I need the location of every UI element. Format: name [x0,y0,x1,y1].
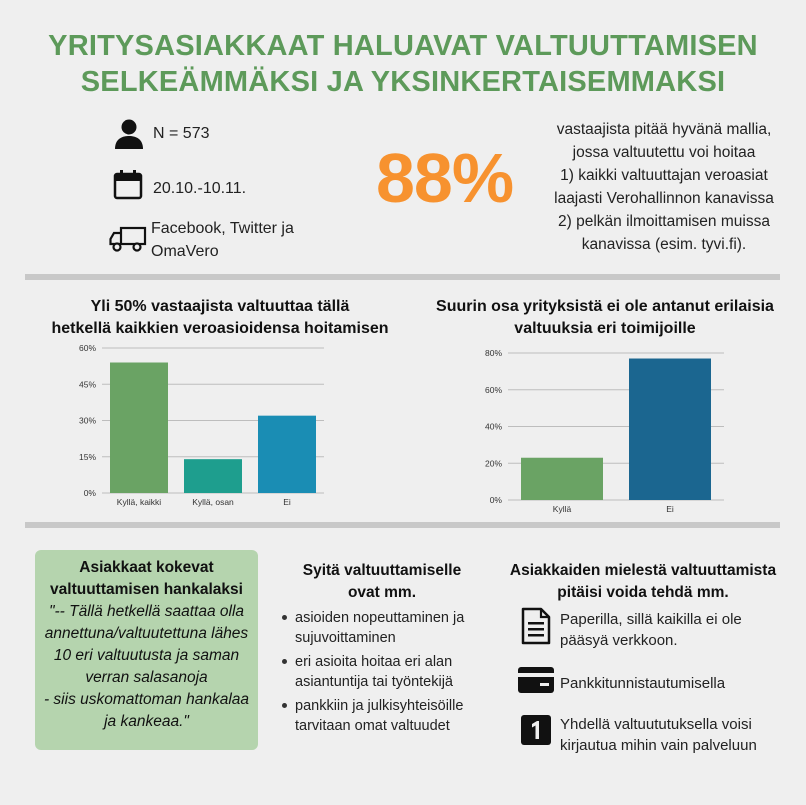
bullet-icon [282,659,287,664]
chart2-title [420,296,790,340]
survey-dates: 20.10.-10.11. [153,180,247,197]
quote-line: ja kankeaa." [104,713,189,730]
y-tick-label: 15% [78,451,96,462]
chart1-plot [70,340,330,515]
way-paper-line1: Paperilla, sillä kaikilla ei ole [560,611,742,628]
chart1-title-line2: hetkellä kaikkien veroasioidensa hoitamisen [51,320,389,337]
reasons-title [272,560,492,604]
quote-line: "-- Tällä hetkellä saattaa olla [48,603,245,620]
quote-text [35,601,258,733]
way-bank-line1: Pankkitunnistautumisella [560,675,726,692]
bar [629,359,711,500]
chart2-title-line1: Suurin osa yrityksistä ei ole antanut erilaisia [436,298,774,315]
section-divider-top [25,274,780,280]
y-tick-label: 60% [484,384,502,395]
highlight-line: vastaajista pitää hyvänä mallia, [556,121,772,138]
quote-line: annettuna/valtuutettuna lähes [44,625,249,642]
ways-title-line2: pitäisi voida tehdä mm. [557,584,729,601]
way-item-bank [560,673,725,694]
quote-line: 10 eri valtuutusta ja saman [53,647,240,664]
page-title-line2: SELKEÄMMÄKSI JA YKSINKERTAISEMMAKSI [80,66,726,98]
list-item [282,608,482,648]
y-tick-label: 0% [83,488,96,498]
way-login-line1: Yhdellä valtuututuksella voisi [560,716,752,733]
highlight-line: 2) pelkän ilmoittamisen muissa [558,213,770,230]
reasons-title-line1: Syitä valtuuttamiselle [302,562,462,579]
y-tick-label: 60% [78,343,96,353]
y-tick-label: 20% [484,458,502,469]
highlight-line: jossa valtuutettu voi hoitaa [572,144,756,161]
reason-text: pankkiin ja julkisyhteisöille tarvitaan omat valtuudet [295,698,464,734]
y-tick-label: 45% [78,379,96,390]
bar [521,458,603,500]
quote-title-line2: valtuuttamisen hankalaksi [50,581,243,598]
bullet-icon [282,615,287,620]
person-icon [114,118,148,152]
highlight-line: kanavissa (esim. tyvi.fi). [581,236,747,253]
y-tick-label: 80% [484,348,502,358]
highlight-description [530,118,798,256]
highlight-line: 1) kaikki valtuuttajan veroasiat [560,167,768,184]
section-divider-bottom [25,522,780,528]
bar [110,363,168,494]
bar [258,416,316,493]
highlight-line: laajasti Verohallinnon kanavissa [554,190,774,207]
list-item [282,696,482,736]
list-item [282,652,482,692]
x-tick-label: Ei [666,504,674,514]
channels-line2: OmaVero [151,243,219,260]
number-one-icon [521,715,551,750]
way-item-single-login [560,714,757,756]
bullet-icon [282,703,287,708]
reasons-list [282,608,482,740]
delivery-truck-icon [109,225,147,255]
x-tick-label: Kyllä [552,504,572,514]
way-paper-line2: pääsyä verkkoon. [560,632,678,649]
y-tick-label: 40% [484,421,502,432]
highlight-percent: 88% [376,139,514,217]
quote-line: - siis uskomattoman hankalaa [43,691,250,708]
chart2-plot [476,345,726,520]
way-login-line2: kirjautua mihin vain palveluun [560,737,757,754]
x-tick-label: Ei [283,497,291,507]
document-icon [521,607,551,650]
x-tick-label: Kyllä, kaikki [116,497,162,507]
reason-text: eri asioita hoitaa eri alan asiantuntija tai työntekijä [295,654,453,690]
chart2-title-line2: valtuuksia eri toimijoille [514,320,696,337]
calendar-icon [113,170,145,202]
reason-text: asioiden nopeuttaminen ja sujuvoittaminen [295,610,465,646]
x-tick-label: Kyllä, osan [192,497,234,507]
respondent-count: N = 573 [153,125,210,142]
way-item-paper [560,609,742,651]
ways-title [498,560,788,604]
customer-quote-box [35,550,258,750]
quote-title [35,557,258,601]
bar [184,459,242,493]
reasons-title-line2: ovat mm. [347,584,417,601]
quote-line: verran salasanoja [85,669,208,686]
channels-line1: Facebook, Twitter ja [151,220,294,237]
y-tick-label: 30% [78,415,96,426]
ways-title-line1: Asiakkaiden mielestä valtuuttamista [509,562,777,579]
page-title-line1: YRITYSASIAKKAAT HALUAVAT VALTUUTTAMISEN [48,30,758,62]
y-tick-label: 0% [489,495,502,505]
quote-title-line1: Asiakkaat kokevat [79,559,214,576]
chart1-title-line1: Yli 50% vastaajista valtuuttaa tällä [90,298,350,315]
bank-card-icon [518,667,554,698]
chart1-title [40,296,400,340]
